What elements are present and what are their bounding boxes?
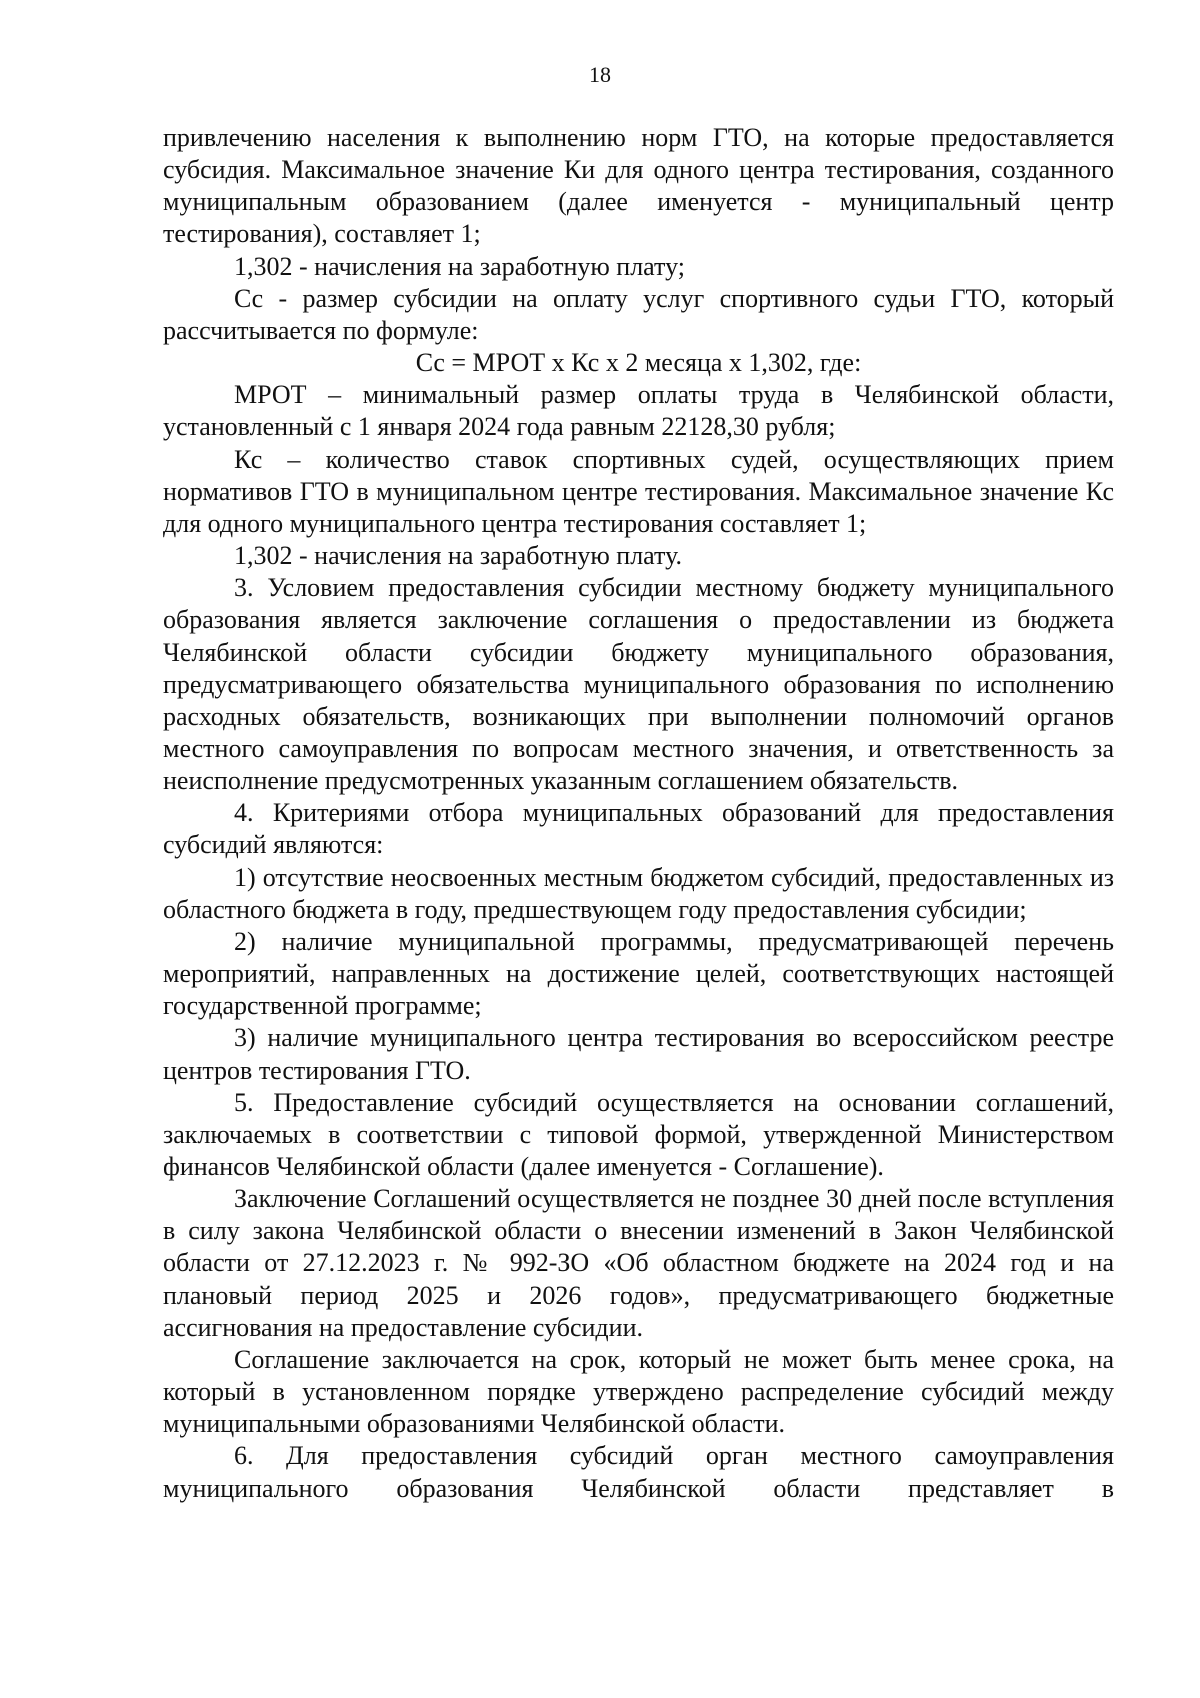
paragraph-agreement-deadline: Заключение Соглашений осуществляется не позднее 30 дней после вступления в силу закона Челябинской области о внесении изменений в Закон Челябинской области от 27.12.2023 г. № 992-ЗО «Об областном бюджете на 2024 год и на плановый период 2025 и 2026 годов», предусматривающего бюджетные ассигнования на предоставление субсидии.: [163, 1184, 1114, 1342]
paragraph-kc-definition: Кс – количество ставок спортивных судей, осуществляющих прием нормативов ГТО в муниципальном центре тестирования. Максимальное значение Кс для одного муниципального центра тестирования составляет 1;: [163, 444, 1114, 538]
paragraph-item-4-criteria: 4. Критериями отбора муниципальных образований для предоставления субсидий являются:: [163, 798, 1114, 860]
document-body: [163, 122, 1114, 1505]
paragraph-criterion-2: 2) наличие муниципальной программы, предусматривающей перечень мероприятий, направленных на достижение целей, соответствующих настоящей государственной программе;: [163, 926, 1114, 1021]
paragraph-criterion-1: 1) отсутствие неосвоенных местным бюджетом субсидий, предоставленных из областного бюджета в году, предшествующем году предоставления субсидии;: [163, 862, 1114, 924]
paragraph-item-5-agreements: 5. Предоставление субсидий осуществляется на основании соглашений, заключаемых в соответствии с типовой формой, утвержденной Министерством финансов Челябинской области (далее именуется - Соглашение).: [163, 1087, 1114, 1181]
paragraph-payroll-charges-1: 1,302 - начисления на заработную плату;: [234, 251, 685, 281]
paragraph-item-6-submission: 6. Для предоставления субсидий орган местного самоуправления муниципального образования Челябинской области представляет в: [163, 1441, 1114, 1503]
paragraph-payroll-charges-2: 1,302 - начисления на заработную плату.: [234, 541, 682, 571]
paragraph-agreement-term: Соглашение заключается на срок, который не может быть менее срока, на который в установленном порядке утверждено распределение субсидий между муниципальными образованиями Челябинской области.: [163, 1344, 1114, 1439]
paragraph-criterion-3: 3) наличие муниципального центра тестирования во всероссийском реестре центров тестирования ГТО.: [163, 1023, 1114, 1085]
page-number: 18: [589, 62, 611, 87]
paragraph-cc-definition: Сс - размер субсидии на оплату услуг спортивного судьи ГТО, который рассчитывается по формуле:: [163, 283, 1114, 345]
paragraph-ki-definition-continued: привлечению населения к выполнению норм ГТО, на которые предоставляется субсидия. Максимальное значение Ки для одного центра тестирования, созданного муниципальным образованием (далее именуется - муниципальный центр тестирования), составляет 1;: [163, 123, 1114, 249]
formula-cc: Сс = МРОТ х Кс х 2 месяца х 1,302, где:: [415, 348, 862, 378]
paragraph-mrot-definition: МРОТ – минимальный размер оплаты труда в Челябинской области, установленный с 1 января 2024 года равным 22128,30 рубля;: [163, 380, 1114, 442]
paragraph-item-3-condition: 3. Условием предоставления субсидии местному бюджету муниципального образования является заключение соглашения о предоставлении из бюджета Челябинской области субсидии бюджету муниципального образования, предусматривающего обязательства муниципального образования по исполнению расходных обязательств, возникающих при выполнении полномочий органов местного самоуправления по вопросам местного значения, и ответственность за неисполнение предусмотренных указанным соглашением обязательств.: [163, 573, 1114, 796]
